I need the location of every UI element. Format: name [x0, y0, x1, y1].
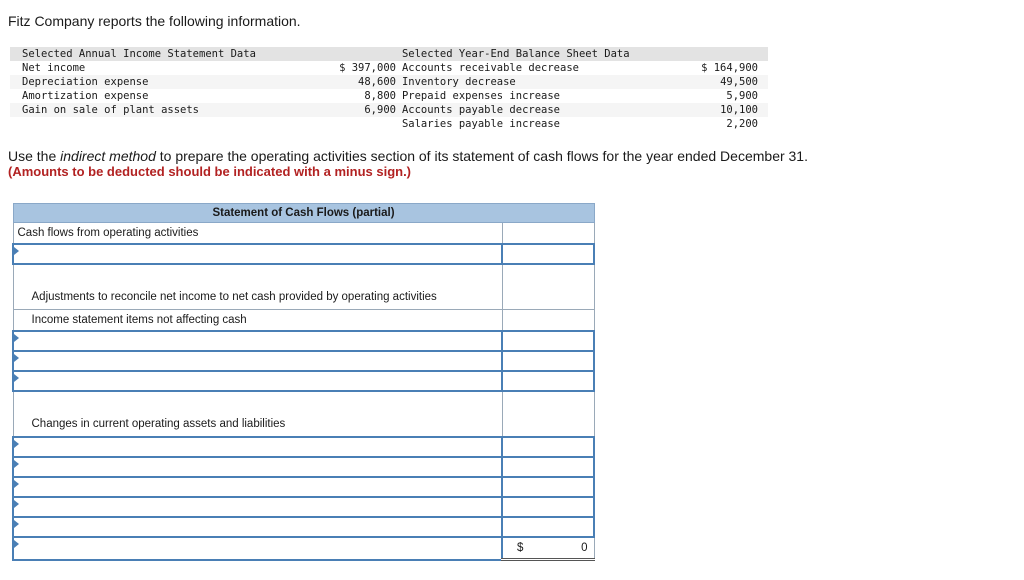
instruction-note: (Amounts to be deducted should be indicated with a minus sign.)	[8, 164, 412, 179]
total-row	[13, 537, 594, 560]
answer-amount-input[interactable]	[502, 371, 594, 391]
total-label-dropdown[interactable]	[13, 537, 502, 560]
income-statement-header: Selected Annual Income Statement Data	[10, 47, 311, 61]
changes-label: Changes in current operating assets and liabilities	[13, 391, 502, 437]
given-data-row: Depreciation expense 48,600 Inventory decrease 49,500	[10, 75, 768, 89]
answer-row	[13, 437, 594, 457]
dropdown-arrow-icon	[14, 480, 19, 488]
answer-amount-input[interactable]	[502, 497, 594, 517]
given-data-row: Salaries payable increase 2,200	[401, 118, 758, 130]
operating-section-label: Cash flows from operating activities	[13, 223, 502, 245]
instruction-emphasis: indirect method	[60, 148, 156, 164]
dropdown-arrow-icon	[14, 520, 19, 528]
noncash-items-label: Income statement items not affecting cash	[13, 310, 502, 332]
answer-label-dropdown[interactable]	[13, 437, 502, 457]
answer-label-dropdown[interactable]	[13, 497, 502, 517]
answer-amount-input[interactable]	[502, 351, 594, 371]
dropdown-arrow-icon	[14, 460, 19, 468]
answer-label-dropdown[interactable]	[13, 244, 502, 264]
dollar-sign: $	[517, 542, 524, 554]
answer-label-dropdown[interactable]	[13, 351, 502, 371]
given-data-row: Gain on sale of plant assets 6,900 Accounts payable decrease 10,100	[10, 103, 768, 117]
answer-row	[13, 371, 594, 391]
answer-row	[13, 351, 594, 371]
answer-row	[13, 477, 594, 497]
given-data-table	[10, 47, 768, 131]
dropdown-arrow-icon	[14, 374, 19, 382]
answer-amount-input[interactable]	[502, 244, 594, 264]
dropdown-arrow-icon	[14, 247, 19, 255]
answer-row	[13, 331, 594, 351]
total-value: 0	[581, 542, 588, 554]
dropdown-arrow-icon	[14, 500, 19, 508]
answer-label-dropdown[interactable]	[13, 477, 502, 497]
answer-amount-input[interactable]	[502, 477, 594, 497]
adjustments-label: Adjustments to reconcile net income to net cash provided by operating activities	[13, 264, 502, 310]
given-data-header	[10, 47, 768, 61]
answer-amount-input[interactable]	[502, 331, 594, 351]
instruction-text: Use the indirect method to prepare the operating activities section of its statement of cash flows for the year ended December 31.	[8, 148, 808, 164]
given-data-row: Net income $ 397,000 Accounts receivable decrease $ 164,900	[22, 62, 758, 74]
total-amount	[502, 537, 594, 560]
answer-row	[13, 517, 594, 537]
answer-amount-input[interactable]	[502, 437, 594, 457]
statement-title: Statement of Cash Flows (partial)	[13, 204, 594, 223]
intro-text: Fitz Company reports the following information.	[8, 13, 301, 29]
balance-sheet-header: Selected Year-End Balance Sheet Data	[402, 47, 701, 61]
dropdown-arrow-icon	[14, 354, 19, 362]
dropdown-arrow-icon	[14, 540, 19, 548]
answer-label-dropdown[interactable]	[13, 517, 502, 537]
answer-row	[13, 244, 594, 264]
cash-flow-statement	[12, 203, 595, 561]
answer-amount-input[interactable]	[502, 457, 594, 477]
answer-label-dropdown[interactable]	[13, 457, 502, 477]
answer-label-dropdown[interactable]	[13, 371, 502, 391]
answer-row	[13, 457, 594, 477]
answer-amount-input[interactable]	[502, 517, 594, 537]
dropdown-arrow-icon	[14, 334, 19, 342]
answer-label-dropdown[interactable]	[13, 331, 502, 351]
dropdown-arrow-icon	[14, 440, 19, 448]
given-data-row: Amortization expense 8,800 Prepaid expenses increase 5,900	[22, 90, 758, 102]
answer-row	[13, 497, 594, 517]
